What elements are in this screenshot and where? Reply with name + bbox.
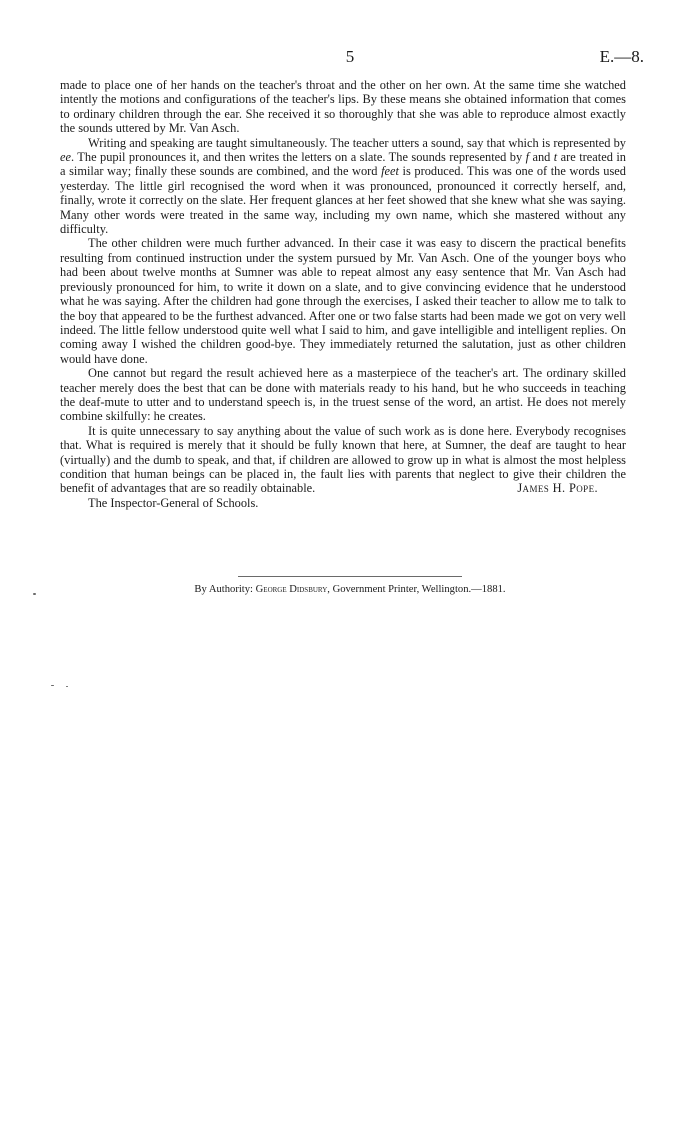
scan-speck	[33, 593, 36, 595]
text-run: and	[529, 150, 554, 165]
text-run: made to place one of her hands on the teacher's throat and the other on her own. At the same time she watched intently the motions and configurations of the teacher's lips. By these means she obtained information that comes to ordinary children through the ear. She received it so thoroughly that she was able to reproduce almost exactly the sounds uttered by Mr. Van Asch.	[60, 78, 626, 136]
footer-rule	[238, 576, 462, 577]
text-run: is produced. This was one of the words used yesterday. The little girl recognised the word when it was pronounced, pronounced it correctly herself, and, finally, wrote it correctly on the slate. Her frequent glances at her feet showed that she knew what she was saying. Many other words were treated in the same way, including my own name, which she mastered without any difficulty.	[60, 164, 626, 237]
page-number: 5	[345, 47, 355, 66]
text-run: Writing and speaking are taught simultaneously. The teacher utters a sound, say that which is represented by	[88, 135, 626, 150]
italic-term: t	[553, 150, 558, 165]
italic-term: feet	[381, 164, 399, 179]
scan-speck	[51, 685, 54, 686]
paragraph-5	[60, 424, 626, 496]
paragraph-4	[60, 366, 626, 424]
printer-imprint	[0, 584, 700, 595]
text-run: The other children were much further advanced. In their case it was easy to discern the practical benefits resulting from continued instruction under the system pursued by Mr. Van Asch. One of the younger boys who had been about twelve months at Sumner was able to repeat almost any easy sentence that Mr. Van Asch had previously pronounced for him, to write it down on a slate, and to give convincing evidence that he understood what he was saying. After the children had gone through the exercises, I asked their teacher to allow me to talk to the boy that appeared to be the furthest advanced. After one or two false starts had been made we got on very well indeed. The little fellow understood quite well what I said to him, and gave intelligible and intelligent replies. On coming away I wished the children good-bye. They immediately returned the salutation, just as other children would have done.	[60, 236, 626, 366]
text-run: are treated in a similar way; finally these sounds are combined, and the word	[60, 150, 626, 179]
paragraph-2	[60, 136, 626, 237]
italic-term: ee	[60, 150, 71, 165]
addressee: The Inspector-General of Schools.	[88, 495, 259, 510]
scan-speck	[66, 686, 68, 687]
paragraph-3	[60, 236, 626, 366]
imprint-printer: George Didsbury	[255, 584, 328, 595]
imprint-prefix: By Authority:	[194, 584, 256, 595]
paragraph-1	[60, 78, 626, 136]
italic-term: f	[525, 150, 530, 165]
text-run: It is quite unnecessary to say anything about the value of such work as is done here. Everybody recognises that. What is required is merely that it should be fully known that here, at Sumner, the deaf are taught to hear (virtually) and the dumb to speak, and that, if children are allowed to grow up in what is almost the most helpless condition that human beings can be placed in, the fault lies with parents that neglect to give their children the benefit of advantages that are so readily obtainable.	[60, 423, 626, 496]
text-run: . The pupil pronounces it, and then writes the letters on a slate. The sounds represented by	[71, 150, 526, 165]
document-reference: E.—8.	[599, 47, 644, 66]
signature: James H. Pope.	[517, 481, 598, 496]
imprint-suffix: , Government Printer, Wellington.—1881.	[327, 584, 506, 595]
report-body	[60, 78, 626, 510]
text-run: One cannot but regard the result achieved here as a masterpiece of the teacher's art. The ordinary skilled teacher merely does the best that can be done with materials ready to his hand, but he who succeeds in teaching the deaf-mute to utter and to understand speech is, in the truest sense of the word, an artist. He does not merely combine skilfully: he creates.	[60, 366, 626, 424]
